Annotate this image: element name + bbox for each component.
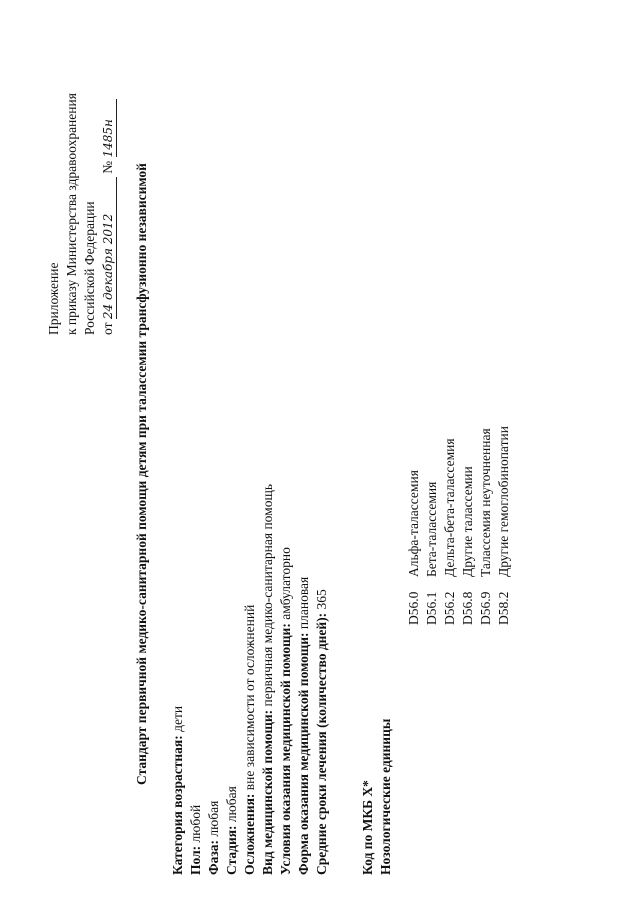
icd-code: D56.2: [442, 591, 457, 625]
param-line: [296, 577, 312, 875]
appendix-date-handwritten: 24 декабря 2012: [100, 177, 117, 319]
appendix-line-1: к приказу Министерства здравоохранения: [64, 93, 79, 335]
standard-title: Стандарт первичной медико-санитарной помощи детям при талассемии трансфузионно независимой: [134, 163, 149, 785]
icd-code: D56.0: [406, 591, 421, 625]
icd-name: Бета-талассемия: [424, 481, 439, 577]
param-label: Стадия:: [224, 825, 239, 875]
param-label: Категория возрастная:: [170, 735, 185, 875]
param-line: [206, 801, 222, 875]
param-label: Пол:: [188, 845, 203, 875]
param-label: Средние сроки лечения (количество дней):: [314, 612, 329, 875]
param-value: первичная медико-санитарная помощь: [260, 483, 275, 710]
param-value: дети: [170, 705, 185, 736]
icd-name: Другие талассемии: [460, 466, 475, 577]
param-label: Фаза:: [206, 839, 221, 875]
param-label: Форма оказания медицинской помощи:: [296, 632, 311, 875]
icd-name: Дельта-бета-талассемия: [442, 438, 457, 577]
param-value: амбулаторно: [278, 547, 293, 624]
param-value: любая: [224, 786, 239, 826]
icd-name: Альфа-талассемия: [406, 470, 421, 577]
param-value: любая: [206, 800, 221, 840]
param-line: [314, 589, 330, 875]
appendix-line-2: Российской Федерации: [82, 201, 97, 335]
icd-label: Код по МКБ X*: [360, 780, 375, 875]
param-value: любой: [188, 804, 203, 846]
param-line: [224, 786, 240, 875]
param-line: [242, 605, 258, 875]
param-line: [170, 706, 186, 875]
param-label: Вид медицинской помощи:: [260, 709, 275, 875]
param-line: [278, 547, 294, 875]
appendix-date-line: [100, 100, 117, 336]
icd-code: D58.2: [496, 591, 511, 625]
icd-code: D56.9: [478, 591, 493, 625]
icd-name: Талассемия неуточненная: [478, 428, 493, 577]
appendix-number-handwritten: 1485н: [100, 100, 117, 158]
icd-name: Другие гемоглобинопатии: [496, 426, 511, 577]
appendix-title: Приложение: [46, 262, 61, 335]
param-line: [188, 805, 204, 875]
param-label: Осложнения:: [242, 793, 257, 875]
param-label: Условия оказания медицинской помощи:: [278, 623, 293, 875]
param-value: 365: [314, 589, 329, 613]
appendix-number-label: №: [100, 160, 115, 174]
appendix-from-label: от: [100, 322, 115, 335]
icd-sublabel: Нозологические единицы: [378, 718, 393, 875]
param-line: [260, 484, 276, 875]
icd-code: D56.1: [424, 591, 439, 625]
icd-code: D56.8: [460, 591, 475, 625]
param-value: вне зависимости от осложнений: [242, 604, 257, 794]
param-value: плановая: [296, 576, 311, 633]
